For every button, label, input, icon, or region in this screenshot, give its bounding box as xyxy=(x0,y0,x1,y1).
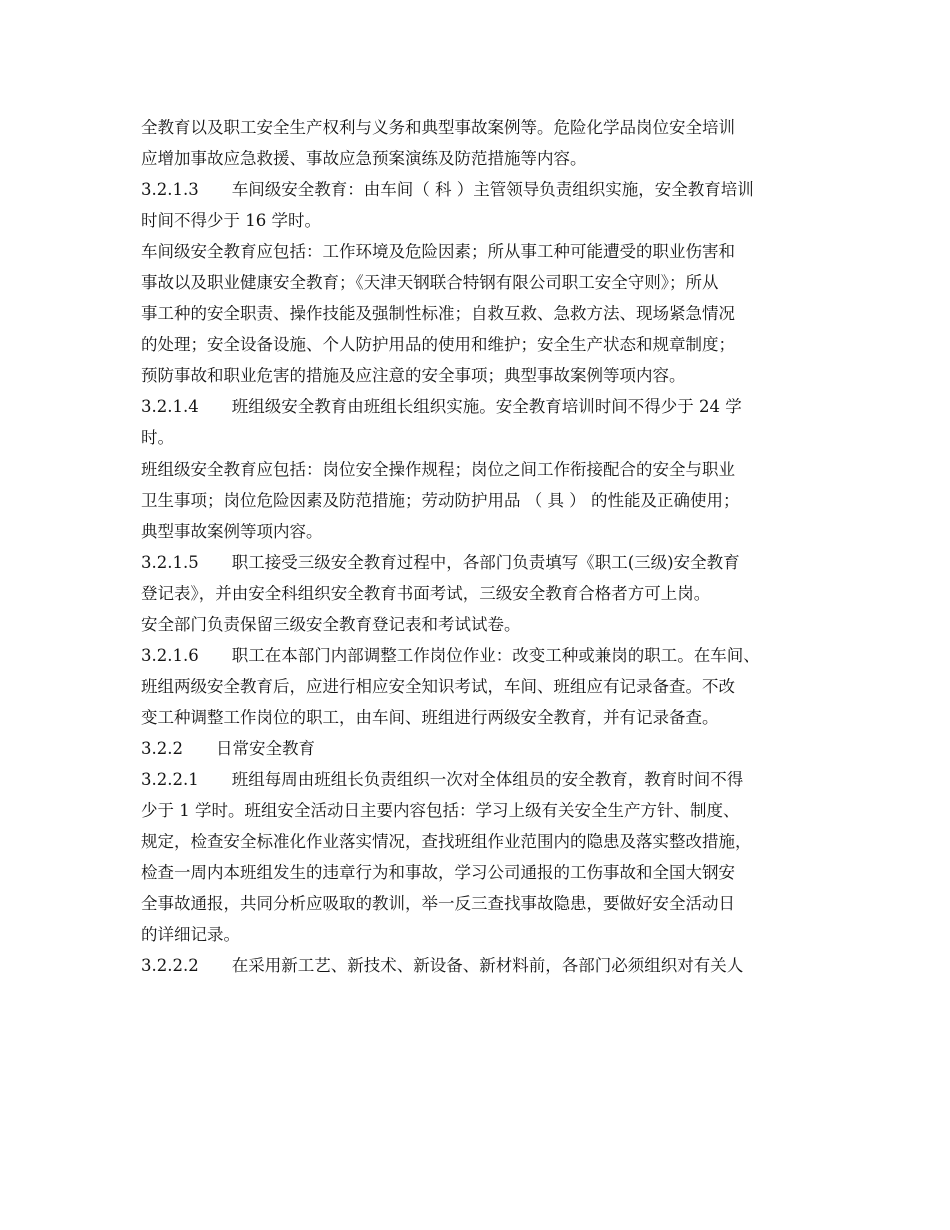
text-line: 全教育以及职工安全生产权利与义务和典型事故案例等。危险化学品岗位安全培训 xyxy=(141,118,735,137)
text-line: 车间级安全教育应包括：工作环境及危险因素；所从事工种可能遭受的职业伤害和 xyxy=(141,242,735,262)
text-line: 变工种调整工作岗位的职工，由车间、班组进行两级安全教育，并有记录备查。 xyxy=(141,707,719,727)
text-line: 卫生事项；岗位危险因素及防范措施；劳动防护用品 （ 具 ） 的性能及正确使用； xyxy=(141,490,740,510)
text-line: 少于 1 学时。班组安全活动日主要内容包括：学习上级有关安全生产方针、制度、 xyxy=(141,801,740,821)
section-3-2-1-3-line: 3.2.1.3 车间级安全教育：由车间（ 科 ）主管领导负责组织实施，安全教育培训 xyxy=(141,180,754,200)
text-line: 班组两级安全教育后，应进行相应安全知识考试，车间、班组应有记录备查。不改 xyxy=(141,676,735,696)
text-line: 班组级安全教育应包括：岗位安全操作规程；岗位之间工作衔接配合的安全与职业 xyxy=(141,459,735,479)
text-line: 应增加事故应急救援、事故应急预案演练及防范措施等内容。 xyxy=(141,149,587,169)
section-3-2-1-6-line: 3.2.1.6 职工在本部门内部调整工作岗位作业：改变工种或兼岗的职工。在车间、 xyxy=(141,645,760,665)
text-line: 典型事故案例等项内容。 xyxy=(141,521,323,541)
text-line: 事故以及职业健康安全教育；《天津天钢联合特钢有限公司职工安全守则》；所从 xyxy=(141,273,719,293)
text-line: 安全部门负责保留三级安全教育登记表和考试试卷。 xyxy=(141,614,521,634)
section-3-2-2-heading: 3.2.2 日常安全教育 xyxy=(141,738,315,758)
text-line: 检查一周内本班组发生的违章行为和事故，学习公司通报的工伤事故和全国大钢安 xyxy=(141,863,735,883)
text-line: 时间不得少于 16 学时。 xyxy=(141,211,321,231)
text-line: 登记表》，并由安全科组织安全教育书面考试，三级安全教育合格者方可上岗。 xyxy=(141,583,711,603)
section-3-2-1-4-line: 3.2.1.4 班组级安全教育由班组长组织实施。安全教育培训时间不得少于 24 学 xyxy=(141,397,742,417)
text-line: 的处理；安全设备设施、个人防护用品的使用和维护；安全生产状态和规章制度； xyxy=(141,335,735,355)
text-line: 事工种的安全职责、操作技能及强制性标准；自救互救、急救方法、现场紧急情况 xyxy=(141,304,735,324)
text-line: 预防事故和职业危害的措施及应注意的安全事项；典型事故案例等项内容。 xyxy=(141,366,686,386)
section-3-2-2-1-line: 3.2.2.1 班组每周由班组长负责组织一次对全体组员的安全教育，教育时间不得 xyxy=(141,769,744,789)
section-3-2-2-2-line: 3.2.2.2 在采用新工艺、新技术、新设备、新材料前，各部门必须组织对有关人 xyxy=(141,956,744,976)
text-line: 的详细记录。 xyxy=(141,925,240,945)
text-line: 全事故通报，共同分析应吸取的教训，举一反三查找事故隐患，要做好安全活动日 xyxy=(141,894,735,914)
text-line: 规定，检查安全标准化作业落实情况，查找班组作业范围内的隐患及落实整改措施， xyxy=(141,832,752,852)
section-3-2-1-5-line: 3.2.1.5 职工接受三级安全教育过程中，各部门负责填写《职工(三级)安全教育 xyxy=(141,552,740,572)
text-line: 时。 xyxy=(141,428,174,448)
document-body xyxy=(141,114,821,983)
